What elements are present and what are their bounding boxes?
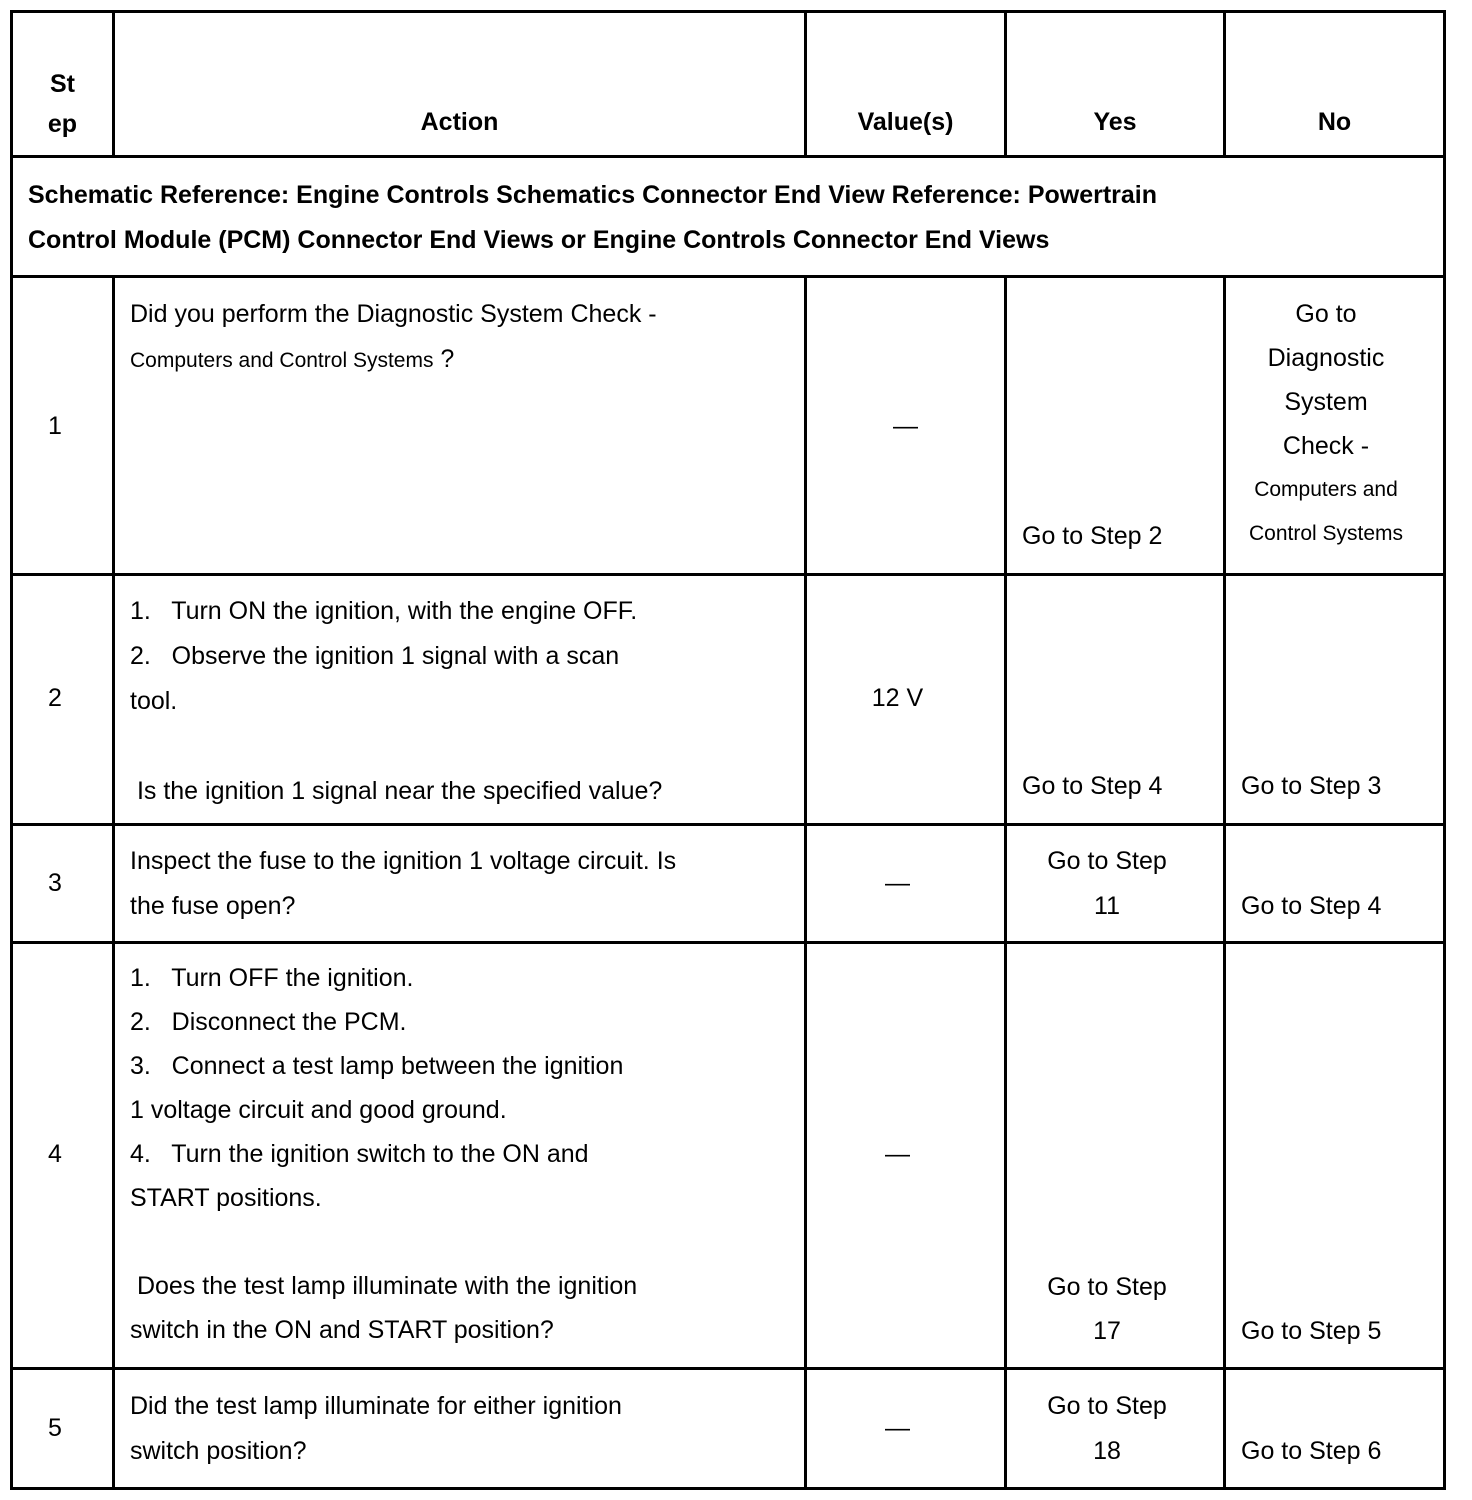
no-link-line: Diagnostic xyxy=(1267,344,1385,372)
action-line: Inspect the fuse to the ignition 1 voltage circuit. Is xyxy=(130,847,677,875)
action-line: switch in the ON and START position? xyxy=(130,1316,554,1344)
action-line: 4. Turn the ignition switch to the ON and xyxy=(130,1140,589,1168)
action-line: switch position? xyxy=(130,1437,307,1465)
yes-link[interactable] xyxy=(1007,839,1207,929)
action-line: 2. Observe the ignition 1 signal with a scan xyxy=(130,642,620,670)
action-line-blank xyxy=(130,724,800,769)
yes-link-line: 18 xyxy=(1093,1437,1121,1465)
value-text: — xyxy=(885,869,910,897)
yes-link[interactable] xyxy=(1007,1265,1207,1353)
action-line: START positions. xyxy=(130,1184,322,1212)
step-number: 2 xyxy=(48,684,62,712)
action-line: tool. xyxy=(130,687,178,715)
no-link-line: Computers and xyxy=(1254,478,1398,501)
action-text xyxy=(130,956,800,1352)
action-line xyxy=(130,337,800,383)
no-link-line: Go to xyxy=(1295,300,1357,328)
row-divider xyxy=(10,1367,1446,1370)
no-link[interactable] xyxy=(1226,292,1426,556)
action-line: 1. Turn OFF the ignition. xyxy=(130,964,414,992)
action-text xyxy=(130,1384,800,1474)
row-divider xyxy=(10,275,1446,278)
action-line-end: ? xyxy=(433,345,455,373)
action-text xyxy=(130,292,800,383)
action-line: Did you perform the Diagnostic System Check - xyxy=(130,300,657,328)
header-values: Value(s) xyxy=(857,108,954,136)
header-step-line2: ep xyxy=(47,110,78,138)
no-link-line: Check - xyxy=(1282,432,1370,460)
step-number: 5 xyxy=(48,1414,62,1442)
schematic-reference-line2: Control Module (PCM) Connector End Views or Engine Controls Connector End Views xyxy=(28,226,1050,254)
no-link[interactable]: Go to Step 3 xyxy=(1241,772,1382,800)
no-link[interactable]: Go to Step 6 xyxy=(1241,1437,1382,1465)
schematic-reference-line1: Schematic Reference: Engine Controls Schematics Connector End View Reference: Powertrain xyxy=(28,181,1158,209)
row-divider xyxy=(10,823,1446,826)
header-no: No xyxy=(1317,108,1352,136)
action-line-blank xyxy=(130,1220,800,1264)
action-text xyxy=(130,839,800,929)
table-border-left xyxy=(10,10,13,1490)
yes-link-line: 11 xyxy=(1094,892,1120,920)
schematic-reference xyxy=(28,173,1428,263)
action-line: Does the test lamp illuminate with the ignition xyxy=(130,1272,638,1300)
step-number: 4 xyxy=(48,1140,62,1168)
column-divider xyxy=(112,275,115,1490)
table-border-top xyxy=(10,10,1446,13)
header-divider xyxy=(10,155,1446,158)
row-divider xyxy=(10,941,1446,944)
no-link-line: Control Systems xyxy=(1248,522,1404,545)
action-line: Did the test lamp illuminate for either ignition xyxy=(130,1392,622,1420)
yes-link[interactable]: Go to Step 2 xyxy=(1022,522,1163,550)
table-border-bottom xyxy=(10,1487,1446,1490)
header-yes: Yes xyxy=(1093,108,1137,136)
step-number: 1 xyxy=(48,412,62,440)
yes-link[interactable]: Go to Step 4 xyxy=(1022,772,1163,800)
action-line: 1 voltage circuit and good ground. xyxy=(130,1096,507,1124)
value-text: — xyxy=(893,412,918,440)
yes-link-line: Go to Step xyxy=(1047,1392,1167,1420)
value-text: — xyxy=(885,1140,910,1168)
value-text: — xyxy=(885,1414,910,1442)
action-line: 2. Disconnect the PCM. xyxy=(130,1008,407,1036)
yes-link-line: Go to Step xyxy=(1047,1273,1167,1301)
yes-link-line: 17 xyxy=(1093,1317,1121,1345)
row-divider xyxy=(10,573,1446,576)
table-border-right xyxy=(1443,10,1446,1490)
no-link[interactable]: Go to Step 5 xyxy=(1241,1317,1382,1345)
no-link[interactable]: Go to Step 4 xyxy=(1241,892,1382,920)
step-number: 3 xyxy=(48,869,62,897)
no-link-line: System xyxy=(1284,388,1368,416)
yes-link-line: Go to Step xyxy=(1047,847,1167,875)
value-text: 12 V xyxy=(871,684,924,712)
header-action: Action xyxy=(420,108,499,136)
action-line: 3. Connect a test lamp between the ignition xyxy=(130,1052,624,1080)
yes-link[interactable] xyxy=(1007,1384,1207,1474)
header-step xyxy=(13,64,112,144)
action-link-text: Computers and Control Systems xyxy=(130,349,434,372)
action-line: 1. Turn ON the ignition, with the engine OFF. xyxy=(130,597,638,625)
header-step-line1: St xyxy=(50,70,75,98)
action-line: the fuse open? xyxy=(130,892,296,920)
action-line: Is the ignition 1 signal near the specified value? xyxy=(130,777,663,805)
action-text xyxy=(130,589,800,814)
diagnostic-table xyxy=(10,10,1446,1490)
